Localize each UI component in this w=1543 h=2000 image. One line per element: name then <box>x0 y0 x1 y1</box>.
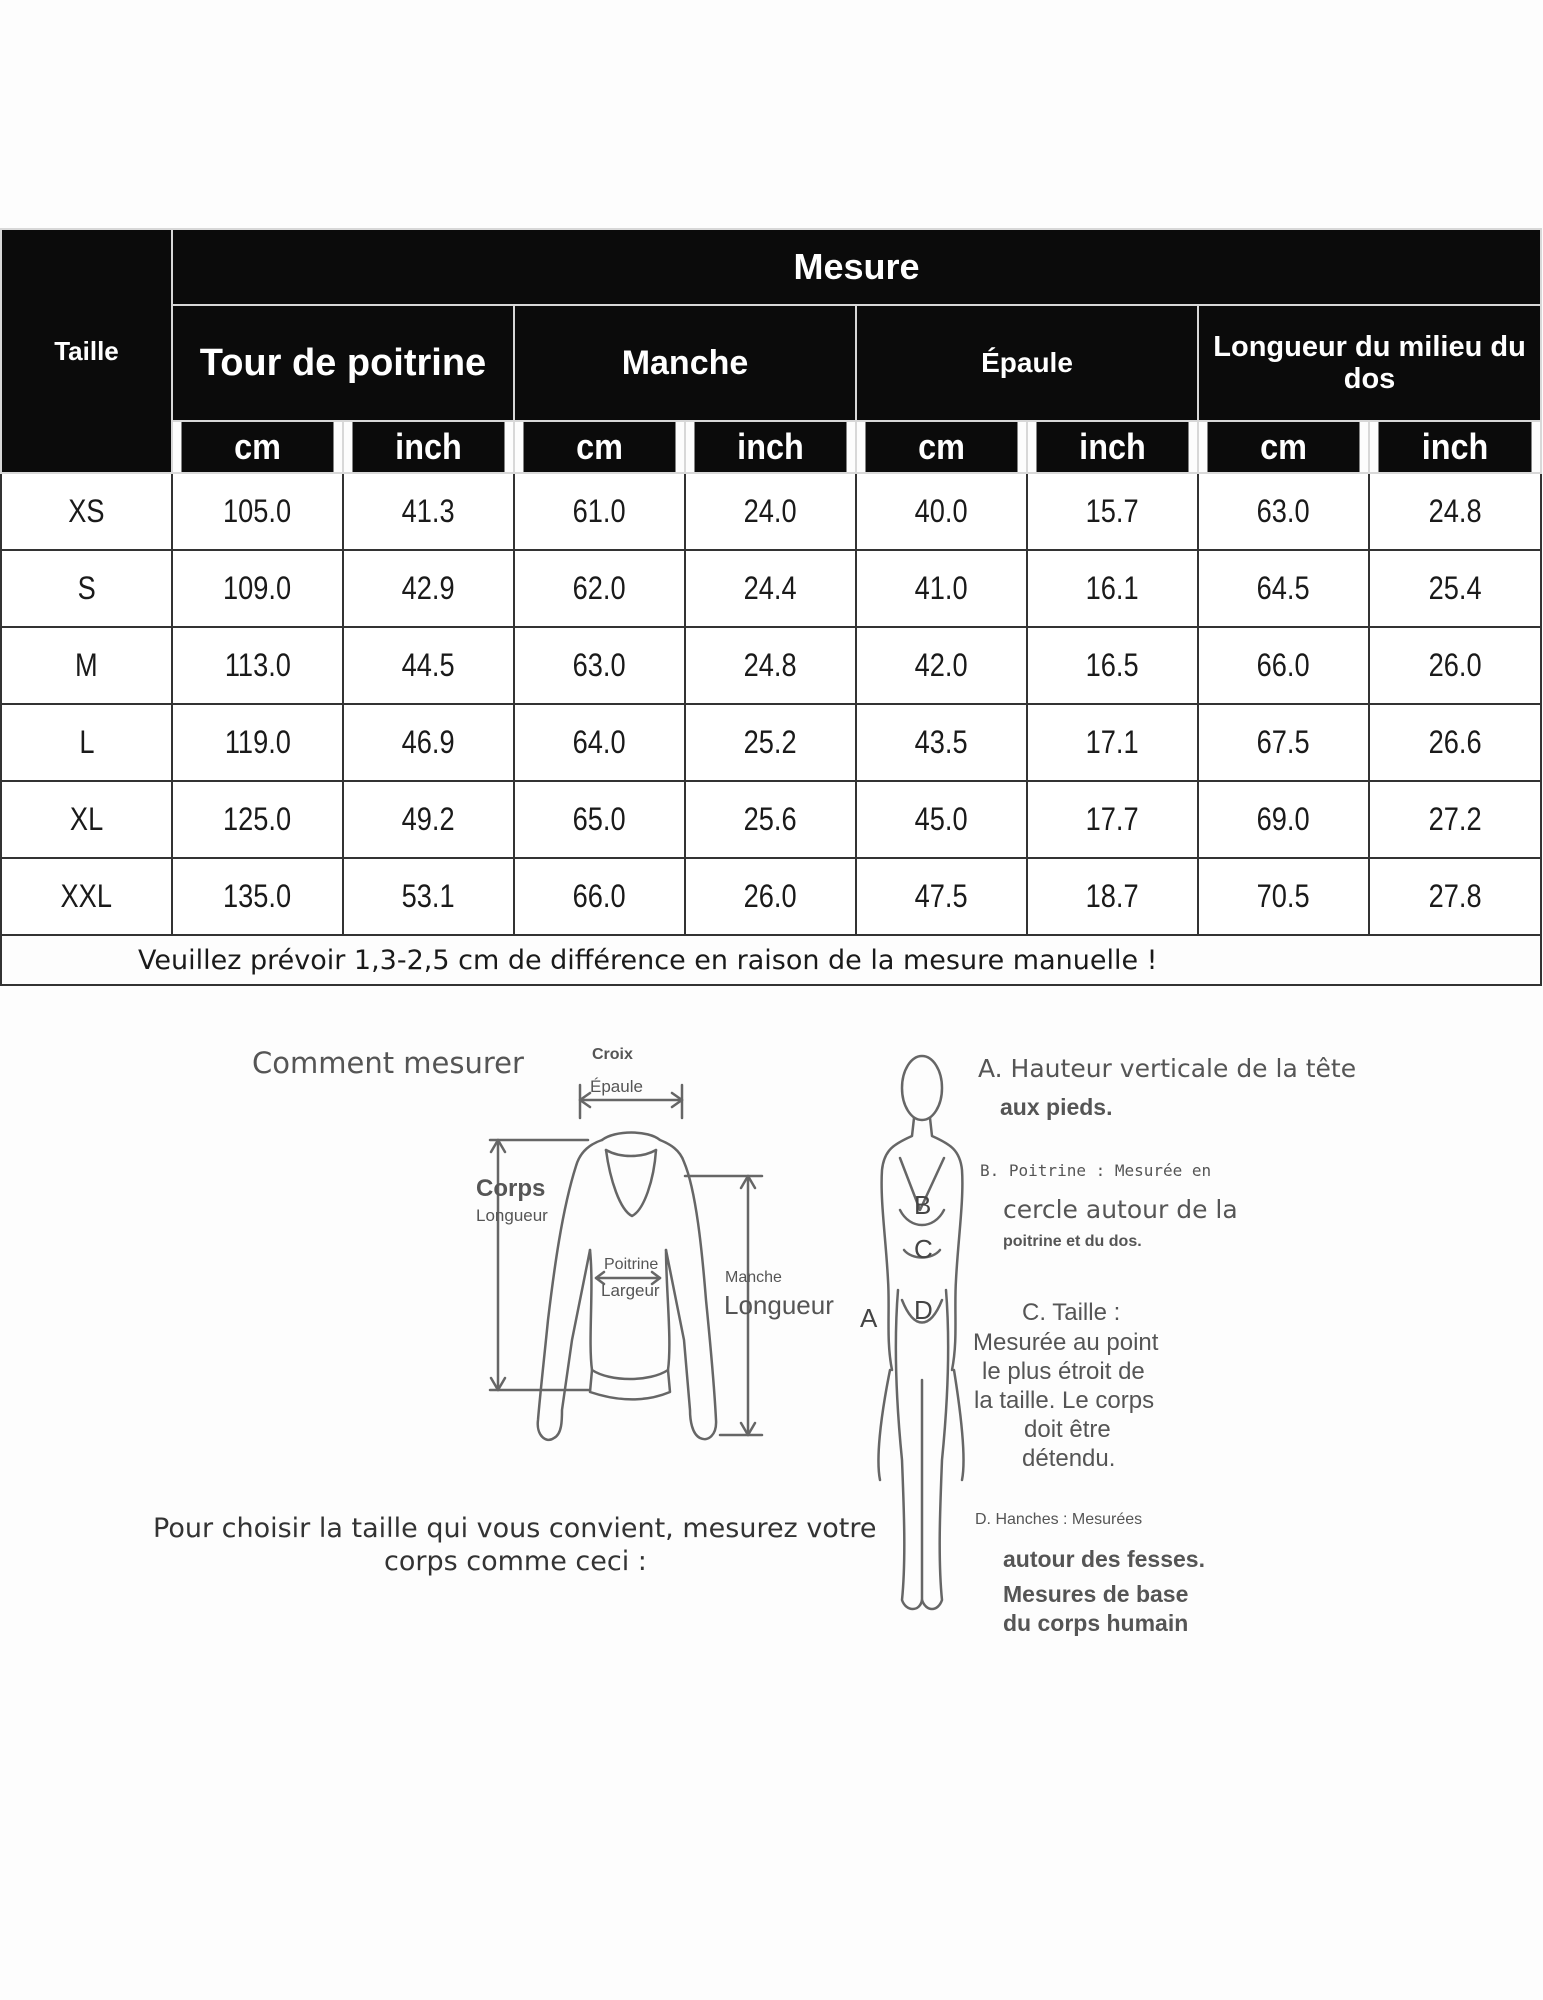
size-header: Taille <box>1 229 172 473</box>
measure-cell <box>172 627 343 704</box>
group-header-shoulder: Épaule <box>856 305 1198 421</box>
measure-value: 45.0 <box>915 801 968 837</box>
body-letter-b: B <box>914 1190 932 1220</box>
measure-cell <box>1369 858 1541 935</box>
measure-value: 17.1 <box>1086 724 1139 760</box>
measure-cell <box>343 627 514 704</box>
measure-value: 27.8 <box>1428 878 1482 914</box>
measure-value: 25.4 <box>1428 570 1482 606</box>
measure-cell <box>172 704 343 781</box>
size-cell <box>1 627 172 704</box>
measure-value: 43.5 <box>915 724 968 760</box>
measure-value: 69.0 <box>1257 801 1310 837</box>
measure-value: 125.0 <box>223 801 292 837</box>
unit-header: cm <box>1207 421 1361 473</box>
measure-value: 40.0 <box>915 493 968 529</box>
measure-value: 41.0 <box>915 570 968 606</box>
measure-cell <box>514 627 685 704</box>
measure-value: 26.6 <box>1428 724 1482 760</box>
measure-value: 65.0 <box>573 801 626 837</box>
measure-cell <box>856 858 1027 935</box>
measure-cell <box>1027 550 1198 627</box>
instruction-line-1: Pour choisir la taille qui vous convient, mesurez votre <box>153 1513 877 1544</box>
size-cell <box>1 473 172 550</box>
measure-value: 135.0 <box>223 878 292 914</box>
measure-value: 16.1 <box>1086 570 1139 606</box>
measure-value: 70.5 <box>1257 878 1310 914</box>
measure-value: 27.2 <box>1428 801 1482 837</box>
label-body-length: Longueur <box>476 1206 548 1225</box>
measure-cell <box>1198 704 1369 781</box>
measure-cell <box>1027 473 1198 550</box>
measure-cell <box>1198 473 1369 550</box>
measure-value: 26.0 <box>1428 647 1482 683</box>
body-figure-diagram <box>850 1040 980 1630</box>
size-label: M <box>75 647 98 683</box>
desc-b-line3: poitrine et du dos. <box>1003 1233 1142 1250</box>
measure-cell <box>1027 781 1198 858</box>
measure-value: 113.0 <box>224 647 291 683</box>
measure-cell <box>343 550 514 627</box>
desc-d-line4: du corps humain <box>1003 1610 1189 1636</box>
measure-value: 105.0 <box>223 493 292 529</box>
size-cell <box>1 550 172 627</box>
measure-cell <box>1198 550 1369 627</box>
measure-value: 63.0 <box>573 647 626 683</box>
size-cell <box>1 781 172 858</box>
measure-cell <box>514 550 685 627</box>
label-shoulder: Épaule <box>590 1077 643 1096</box>
measure-cell <box>1369 704 1541 781</box>
measure-cell <box>1198 858 1369 935</box>
body-letter-c: C <box>914 1234 933 1264</box>
desc-b-line1: B. Poitrine : Mesurée en <box>980 1161 1212 1180</box>
unit-header: cm <box>523 421 677 473</box>
desc-c-line6: détendu. <box>1022 1445 1116 1472</box>
measure-cell <box>856 704 1027 781</box>
measure-value: 25.6 <box>744 801 797 837</box>
desc-c-line3: le plus étroit de <box>982 1358 1145 1385</box>
table-row <box>1 781 1541 858</box>
size-label: XXL <box>60 878 113 914</box>
measure-cell <box>856 550 1027 627</box>
size-cell <box>1 858 172 935</box>
measure-value: 16.5 <box>1086 647 1139 683</box>
guide-title: Comment mesurer <box>252 1046 524 1080</box>
measure-value: 119.0 <box>224 724 291 760</box>
group-header-back-length: Longueur du milieu du dos <box>1198 305 1541 421</box>
size-chart-table <box>0 228 1542 986</box>
unit-header: inch <box>352 421 506 473</box>
unit-header: inch <box>694 421 848 473</box>
measure-cell <box>343 858 514 935</box>
size-label: S <box>77 570 96 606</box>
measure-value: 24.4 <box>744 570 797 606</box>
measure-cell <box>1198 781 1369 858</box>
measure-value: 42.9 <box>402 570 455 606</box>
desc-d-line3: Mesures de base <box>1003 1581 1189 1607</box>
size-label: L <box>78 724 95 760</box>
table-row <box>1 858 1541 935</box>
measure-value: 44.5 <box>402 647 455 683</box>
measure-cell <box>172 550 343 627</box>
measure-cell <box>514 858 685 935</box>
measure-value: 47.5 <box>915 878 968 914</box>
label-sleeve-length: Longueur <box>724 1290 834 1320</box>
label-chest-width: Largeur <box>601 1281 660 1300</box>
size-label: XL <box>69 801 104 837</box>
measure-value: 24.8 <box>744 647 797 683</box>
measure-value: 46.9 <box>402 724 455 760</box>
measure-cell <box>685 781 856 858</box>
measure-value: 15.7 <box>1086 493 1139 529</box>
measure-value: 64.0 <box>573 724 626 760</box>
measure-cell <box>856 781 1027 858</box>
desc-a-line2: aux pieds. <box>1000 1094 1113 1120</box>
measure-value: 67.5 <box>1257 724 1310 760</box>
table-row <box>1 704 1541 781</box>
measure-cell <box>514 704 685 781</box>
measure-value: 24.8 <box>1428 493 1482 529</box>
measure-cell <box>514 473 685 550</box>
unit-header: cm <box>865 421 1019 473</box>
body-letter-a: A <box>860 1303 878 1333</box>
measure-cell <box>172 781 343 858</box>
measure-cell <box>856 473 1027 550</box>
measure-value: 42.0 <box>915 647 968 683</box>
label-chest: Poitrine <box>604 1256 659 1273</box>
measure-cell <box>1027 858 1198 935</box>
unit-header: cm <box>181 421 335 473</box>
unit-header: inch <box>1378 421 1533 473</box>
measure-cell <box>1027 704 1198 781</box>
measure-value: 66.0 <box>573 878 626 914</box>
measure-cell <box>856 627 1027 704</box>
measure-cell <box>1198 627 1369 704</box>
measure-value: 63.0 <box>1257 493 1310 529</box>
measure-value: 64.5 <box>1257 570 1310 606</box>
sweater-measurement-diagram <box>470 1040 800 1460</box>
desc-c-line1: C. Taille : <box>1022 1299 1121 1326</box>
desc-c-line4: la taille. Le corps <box>974 1387 1155 1414</box>
measure-cell <box>514 781 685 858</box>
size-label: XS <box>68 493 105 529</box>
measure-cell <box>172 858 343 935</box>
group-header-sleeve: Manche <box>514 305 856 421</box>
measure-cell <box>685 473 856 550</box>
measure-cell <box>1369 473 1541 550</box>
measure-cell <box>685 858 856 935</box>
measure-value: 24.0 <box>744 493 797 529</box>
measure-cell <box>343 781 514 858</box>
measure-value: 18.7 <box>1086 878 1139 914</box>
measure-value: 26.0 <box>744 878 797 914</box>
desc-b-line2: cercle autour de la <box>1003 1195 1238 1224</box>
measure-value: 109.0 <box>223 570 292 606</box>
measure-cell <box>685 704 856 781</box>
measure-value: 53.1 <box>402 878 455 914</box>
measure-value: 49.2 <box>402 801 455 837</box>
desc-c-line2: Mesurée au point <box>973 1329 1159 1356</box>
desc-d-line2: autour des fesses. <box>1003 1546 1205 1572</box>
desc-d-line1: D. Hanches : Mesurées <box>975 1511 1143 1528</box>
label-sleeve: Manche <box>725 1269 782 1286</box>
size-rows <box>1 473 1541 935</box>
measure-value: 62.0 <box>573 570 626 606</box>
measure-value: 61.0 <box>573 493 626 529</box>
measure-cell <box>685 627 856 704</box>
measure-cell <box>1369 781 1541 858</box>
measure-value: 41.3 <box>402 493 455 529</box>
measure-cell <box>685 550 856 627</box>
measurement-note: Veuillez prévoir 1,3-2,5 cm de différence en raison de la mesure manuelle ! <box>1 935 1541 985</box>
label-cross: Croix <box>592 1046 633 1063</box>
measure-value: 25.2 <box>744 724 797 760</box>
unit-header: inch <box>1036 421 1190 473</box>
desc-a-line1: A. Hauteur verticale de la tête <box>978 1054 1357 1083</box>
instruction-line-2: corps comme ceci : <box>384 1546 647 1577</box>
measure-cell <box>343 473 514 550</box>
measure-cell <box>1369 550 1541 627</box>
measure-cell <box>1369 627 1541 704</box>
measure-cell <box>343 704 514 781</box>
label-body: Corps <box>476 1175 546 1202</box>
group-header-chest: Tour de poitrine <box>172 305 514 421</box>
measure-cell <box>172 473 343 550</box>
body-letter-d: D <box>914 1295 933 1325</box>
measure-value: 66.0 <box>1257 647 1310 683</box>
size-cell <box>1 704 172 781</box>
desc-c-line5: doit être <box>1024 1416 1111 1443</box>
table-row <box>1 627 1541 704</box>
table-row <box>1 550 1541 627</box>
table-row <box>1 473 1541 550</box>
measure-header: Mesure <box>172 229 1541 305</box>
measure-cell <box>1027 627 1198 704</box>
measure-value: 17.7 <box>1086 801 1139 837</box>
